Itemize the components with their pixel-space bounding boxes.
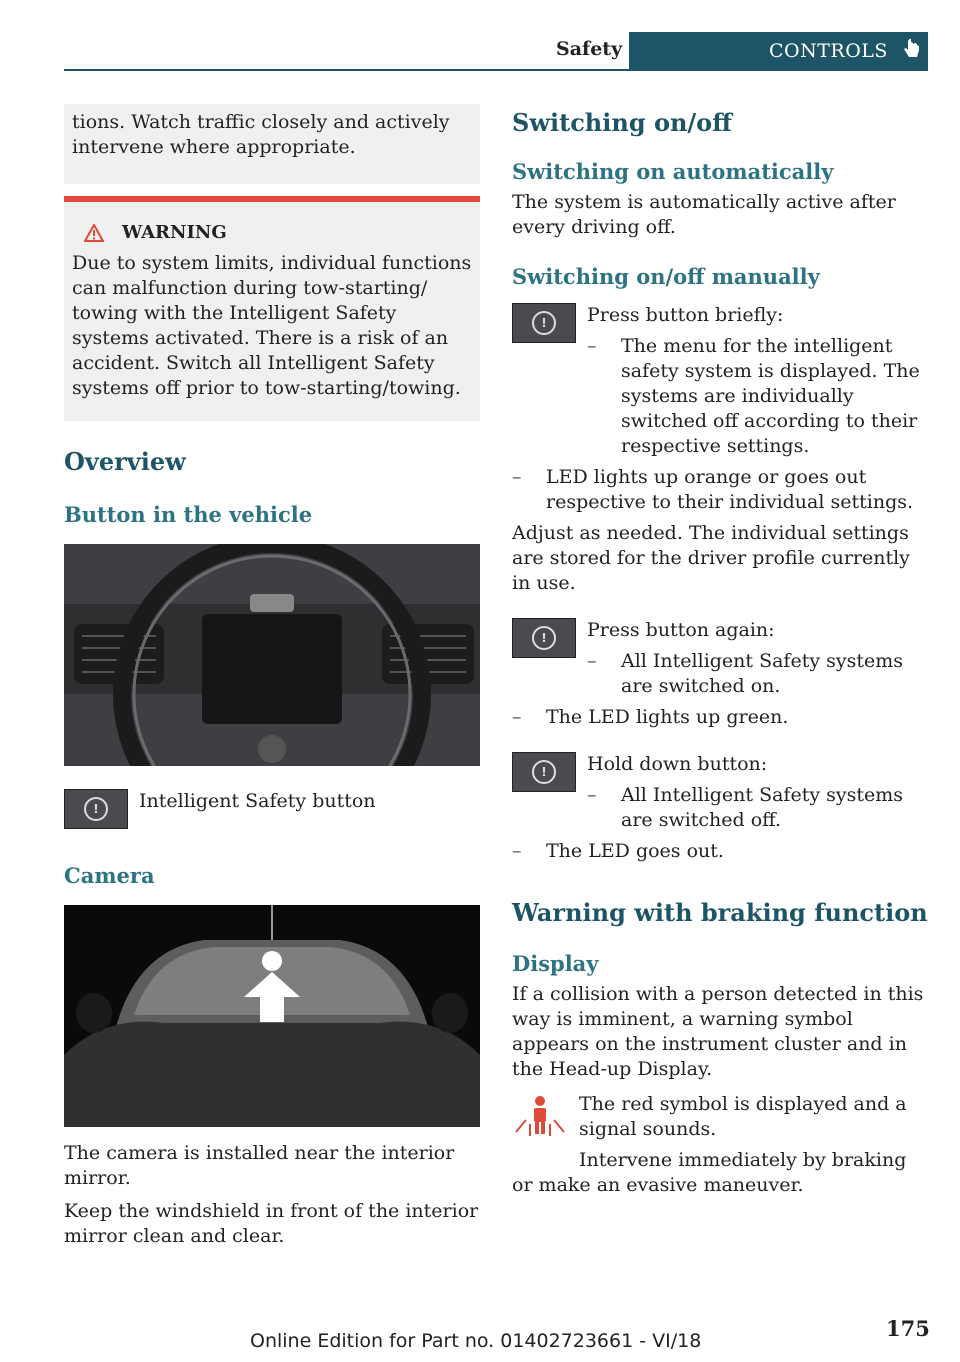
hand-pointer-icon [902, 39, 920, 64]
braking-warning-heading: Warning with braking function [512, 898, 928, 927]
red-symbol-text: The red symbol is displayed and a signal sounds. [579, 1093, 907, 1140]
continued-note-text: tions. Watch traffic closely and actively intervene where appropriate. [72, 111, 450, 158]
warning-title-row [72, 220, 472, 245]
press-again-list [587, 649, 928, 699]
auto-text: The system is automatically active after every driving off. [512, 191, 896, 238]
press-again-row [512, 618, 928, 699]
dashboard-image [64, 544, 480, 766]
header-section: Safety [556, 38, 623, 60]
camera-paragraph-2: Keep the windshield in front of the interior mirror clean and clear. [64, 1200, 479, 1247]
intelligent-safety-button-icon: ! [64, 789, 128, 829]
warning-title: WARNING [122, 222, 227, 243]
camera-paragraph-1: The camera is installed near the interior mirror. [64, 1142, 455, 1189]
hold-down-led-list [512, 839, 928, 864]
pedestrian-warning-icon [512, 1092, 568, 1140]
warning-triangle-icon [84, 224, 104, 242]
switching-heading: Switching on/off [512, 108, 732, 137]
press-briefly-list [587, 334, 928, 459]
manual-heading: Switching on/off manually [512, 264, 820, 289]
hold-down-label: Hold down button: [587, 753, 768, 775]
left-column [64, 104, 480, 1249]
warning-box [64, 196, 480, 421]
header-chapter: CONTROLS [769, 40, 888, 62]
red-symbol-row [512, 1092, 928, 1142]
page-number: 175 [886, 1316, 930, 1341]
press-again-led-list [512, 705, 928, 730]
list-item: – All Intelligent Safety systems are switched off. [587, 783, 928, 833]
intelligent-safety-button-icon: ! [512, 303, 576, 343]
warning-text: Due to system limits, individual functions can malfunction during tow-starting/ towing with the Intelligent Safety systems activated. There is a risk of an accident. Switch all Intelligent Safety systems off prior to tow-starting/towing. [72, 252, 472, 399]
press-briefly-label: Press button briefly: [587, 304, 784, 326]
footer-edition: Online Edition for Part no. 01402723661 - VI/18 [250, 1330, 702, 1352]
intelligent-safety-button-icon: ! [512, 618, 576, 658]
header-chapter-tab [629, 32, 928, 70]
display-heading: Display [512, 951, 599, 976]
press-briefly-row [512, 303, 928, 459]
intervene-text: Intervene immediately by braking or make an evasive maneuver. [512, 1149, 907, 1196]
intelligent-safety-button-icon: ! [512, 752, 576, 792]
list-item: – The LED goes out. [512, 839, 928, 864]
list-item: – LED lights up orange or goes out respective to their individual settings. [512, 465, 928, 515]
display-text: If a collision with a person detected in this way is imminent, a warning symbol appears on the instrument cluster and in the Head-up Display. [512, 983, 924, 1080]
hold-down-row [512, 752, 928, 833]
button-heading: Button in the vehicle [64, 502, 313, 527]
right-column [512, 104, 928, 1198]
camera-windshield-image [64, 905, 480, 1127]
button-caption: Intelligent Safety button [139, 790, 376, 812]
press-again-label: Press button again: [587, 619, 775, 641]
list-item: – The menu for the intelligent safety system is displayed. The systems are individually switched off according to their respective settings. [587, 334, 928, 459]
overview-heading: Overview [64, 447, 186, 476]
camera-heading: Camera [64, 863, 155, 888]
adjust-text: Adjust as needed. The individual settings are stored for the driver profile currently in use. [512, 522, 910, 594]
hold-down-list [587, 783, 928, 833]
button-caption-row [64, 789, 480, 829]
list-item: – All Intelligent Safety systems are switched on. [587, 649, 928, 699]
list-item: – The LED lights up green. [512, 705, 928, 730]
auto-heading: Switching on automatically [512, 159, 834, 184]
continued-note-box [64, 104, 480, 184]
header-rule [64, 69, 928, 71]
press-briefly-led-list [512, 465, 928, 515]
